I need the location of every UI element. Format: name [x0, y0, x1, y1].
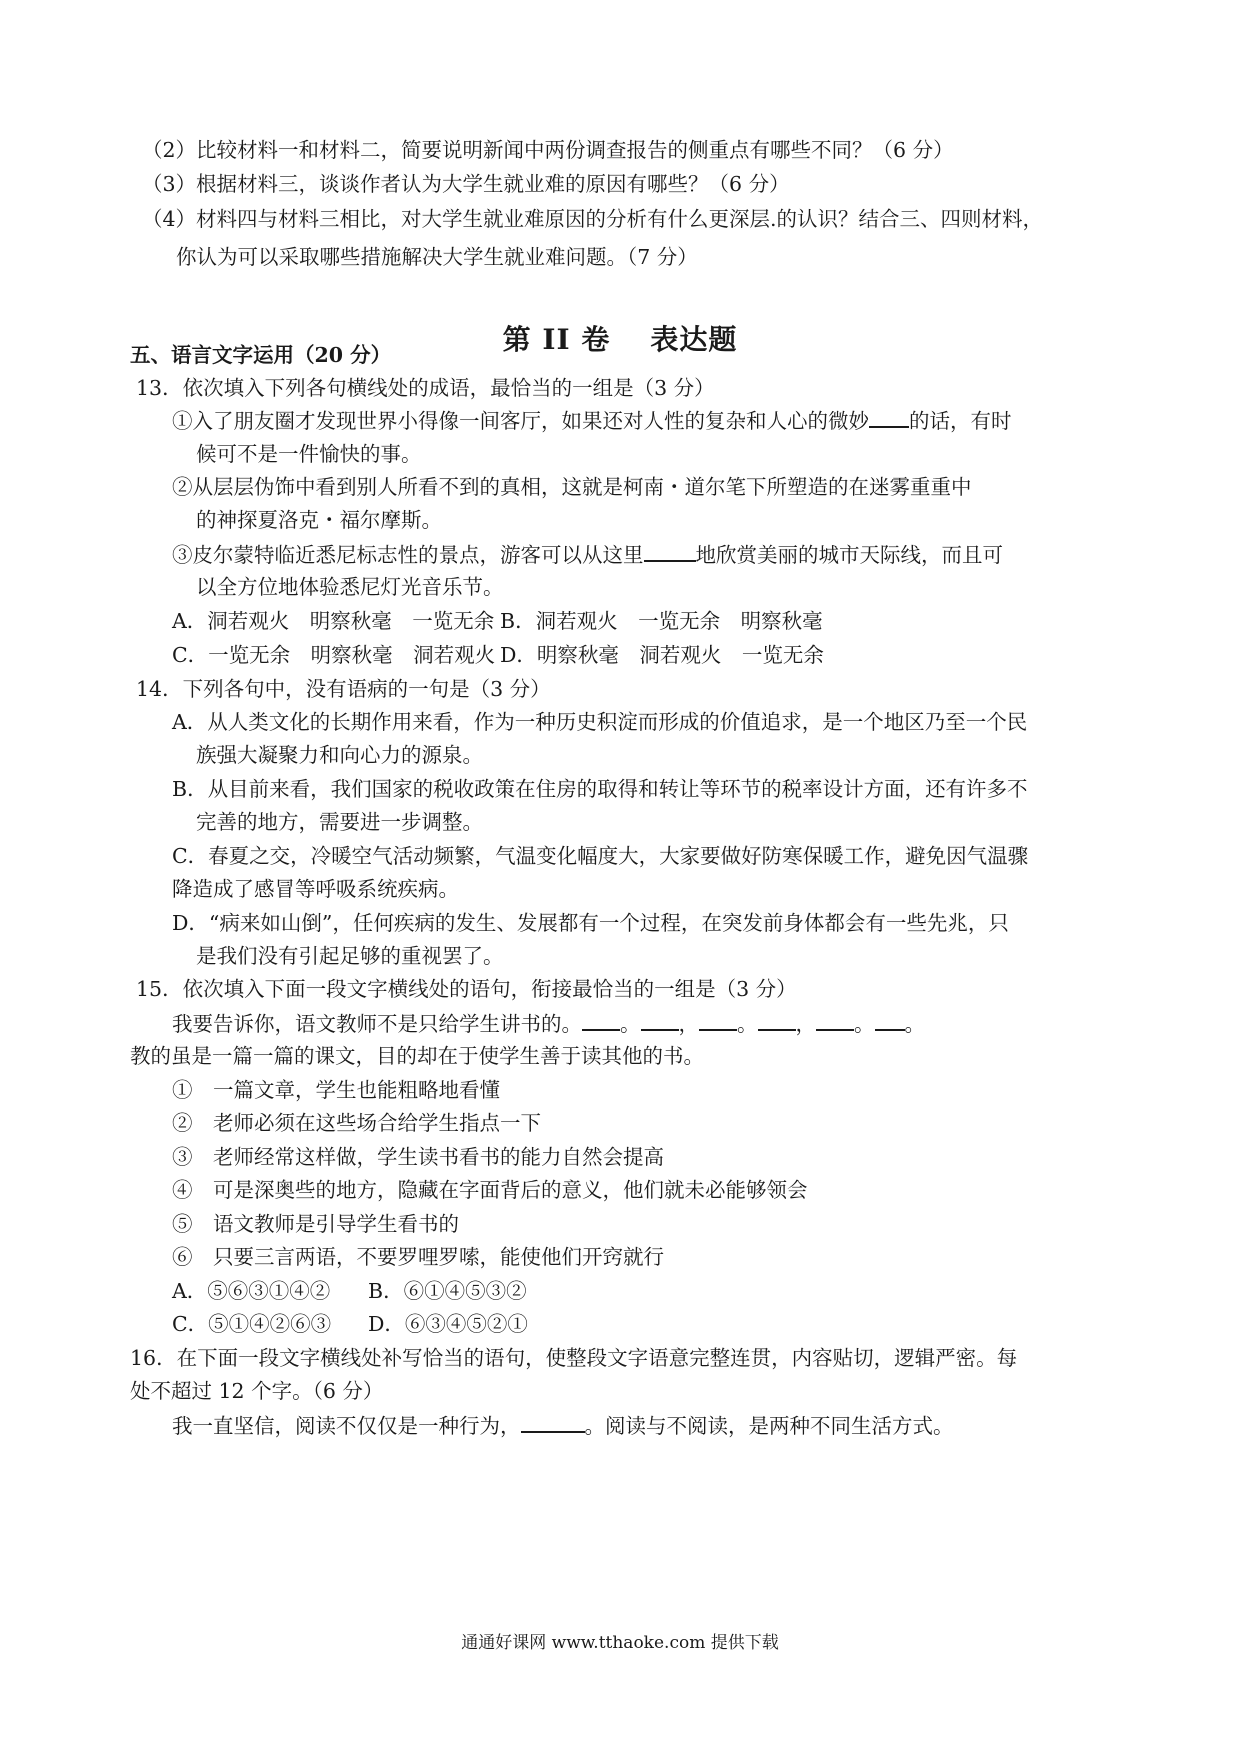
q13-stem: 13．依次填入下列各句横线处的成语，最恰当的一组是（3 分） [136, 376, 715, 400]
q15-option-b: B．⑥①④⑤③② [368, 1279, 527, 1303]
question-4: （4）材料四与材料三相比，对大学生就业难原因的分析有什么更深层.的认识？结合三、四则材料， [142, 207, 1044, 231]
q14-option-c: C．春夏之交，冷暖空气活动频繁，气温变化幅度大，大家要做好防寒保暖工作，避免因气温骤 [172, 844, 1029, 868]
q13-sentence-1: ①入了朋友圈才发现世界小得像一间客厅，如果还对人性的复杂和人心的微妙 的话，有时 [172, 406, 1012, 435]
q13-option-a: A．洞若观火 明察秋毫 一览无余 [172, 609, 495, 633]
q15-option-d: D．⑥③④⑤②① [368, 1312, 528, 1336]
q16-blank [521, 1411, 585, 1433]
q15-blank [641, 1009, 679, 1031]
q15-option-c: C．⑤①④②⑥③ [172, 1312, 332, 1336]
q13-option-b: B．洞若观火 一览无余 明察秋毫 [500, 609, 823, 633]
volume-title-part1: 第 II 卷 [502, 323, 611, 356]
question-4-continued: 你认为可以采取哪些措施解决大学生就业难问题。（7 分） [176, 245, 698, 269]
q15-stem: 15．依次填入下面一段文字横线处的语句，衔接最恰当的一组是（3 分） [136, 977, 797, 1001]
q14-option-d-continued: 是我们没有引起足够的重视罢了。 [196, 944, 504, 968]
q16-passage: 我一直坚信，阅读不仅仅是一种行为， 。阅读与不阅读，是两种不同生活方式。 [172, 1411, 954, 1440]
q15-blank [875, 1009, 905, 1031]
q14-option-b: B．从目前来看，我们国家的税收政策在住房的取得和转让等环节的税率设计方面，还有许多不 [172, 777, 1028, 801]
q15-blank [758, 1009, 796, 1031]
page-footer: 通通好课网 www.tthaoke.com 提供下载 [461, 1633, 779, 1653]
q14-option-d: D．“病来如山倒”，任何疾病的发生、发展都有一个过程，在突发前身体都会有一些先兆，只 [172, 911, 1009, 935]
q15-item: ③ 老师经常这样做，学生读书看书的能力自然会提高 [172, 1145, 664, 1169]
q13-sentence-3-continued: 以全方位地体验悉尼灯光音乐节。 [196, 575, 504, 599]
question-2: （2）比较材料一和材料二，简要说明新闻中两份调查报告的侧重点有哪些不同？（6 分） [142, 138, 954, 162]
q13-option-d: D．明察秋毫 洞若观火 一览无余 [500, 643, 824, 667]
q15-passage-line-2: 教的虽是一篇一篇的课文，目的却在于使学生善于读其他的书。 [130, 1044, 704, 1068]
q14-stem: 14．下列各句中，没有语病的一句是（3 分） [136, 677, 551, 701]
q15-option-a: A．⑤⑥③①④② [172, 1279, 331, 1303]
section-five-heading: 五、语言文字运用（20 分） [130, 343, 392, 367]
q15-blank [816, 1009, 854, 1031]
q13-option-c: C．一览无余 明察秋毫 洞若观火 [172, 643, 496, 667]
q15-item: ④ 可是深奥些的地方，隐藏在字面背后的意义，他们就未必能够领会 [172, 1178, 808, 1202]
q13-blank-1 [869, 406, 909, 428]
q15-blank [699, 1009, 737, 1031]
q13-sentence-2-continued: 的神探夏洛克・福尔摩斯。 [196, 508, 442, 532]
q16-stem-continued: 处不超过 12 个字。（6 分） [130, 1379, 384, 1403]
q15-blank [582, 1009, 620, 1031]
q14-option-a: A．从人类文化的长期作用来看，作为一种历史积淀而形成的价值追求，是一个地区乃至一个民 [172, 710, 1028, 734]
q13-blank-3 [644, 540, 696, 562]
q13-sentence-3: ③皮尔蒙特临近悉尼标志性的景点，游客可以从这里 地欣赏美丽的城市天际线，而且可 [172, 540, 1003, 569]
q15-item: ⑤ 语文教师是引导学生看书的 [172, 1212, 459, 1236]
volume-title-part2: 表达题 [650, 323, 738, 356]
q15-item: ⑥ 只要三言两语，不要罗哩罗嗦，能使他们开窍就行 [172, 1245, 664, 1269]
q13-sentence-1-continued: 候可不是一件愉快的事。 [196, 442, 422, 466]
q15-passage-line-1: 我要告诉你，语文教师不是只给学生讲书的。 。 ， 。 ， 。 。 [172, 1009, 925, 1038]
q14-option-c-continued: 降造成了感冒等呼吸系统疾病。 [172, 877, 459, 901]
q14-option-a-continued: 族强大凝聚力和向心力的源泉。 [196, 743, 483, 767]
q13-sentence-2: ②从层层伪饰中看到别人所看不到的真相，这就是柯南・道尔笔下所塑造的在迷雾重重中 [172, 475, 972, 499]
q15-item: ① 一篇文章，学生也能粗略地看懂 [172, 1078, 500, 1102]
q15-item: ② 老师必须在这些场合给学生指点一下 [172, 1111, 541, 1135]
q16-stem: 16．在下面一段文字横线处补写恰当的语句，使整段文字语意完整连贯，内容贴切，逻辑严密。每 [130, 1346, 1018, 1370]
q14-option-b-continued: 完善的地方，需要进一步调整。 [196, 810, 483, 834]
question-3: （3）根据材料三，谈谈作者认为大学生就业难的原因有哪些？（6 分） [142, 172, 790, 196]
